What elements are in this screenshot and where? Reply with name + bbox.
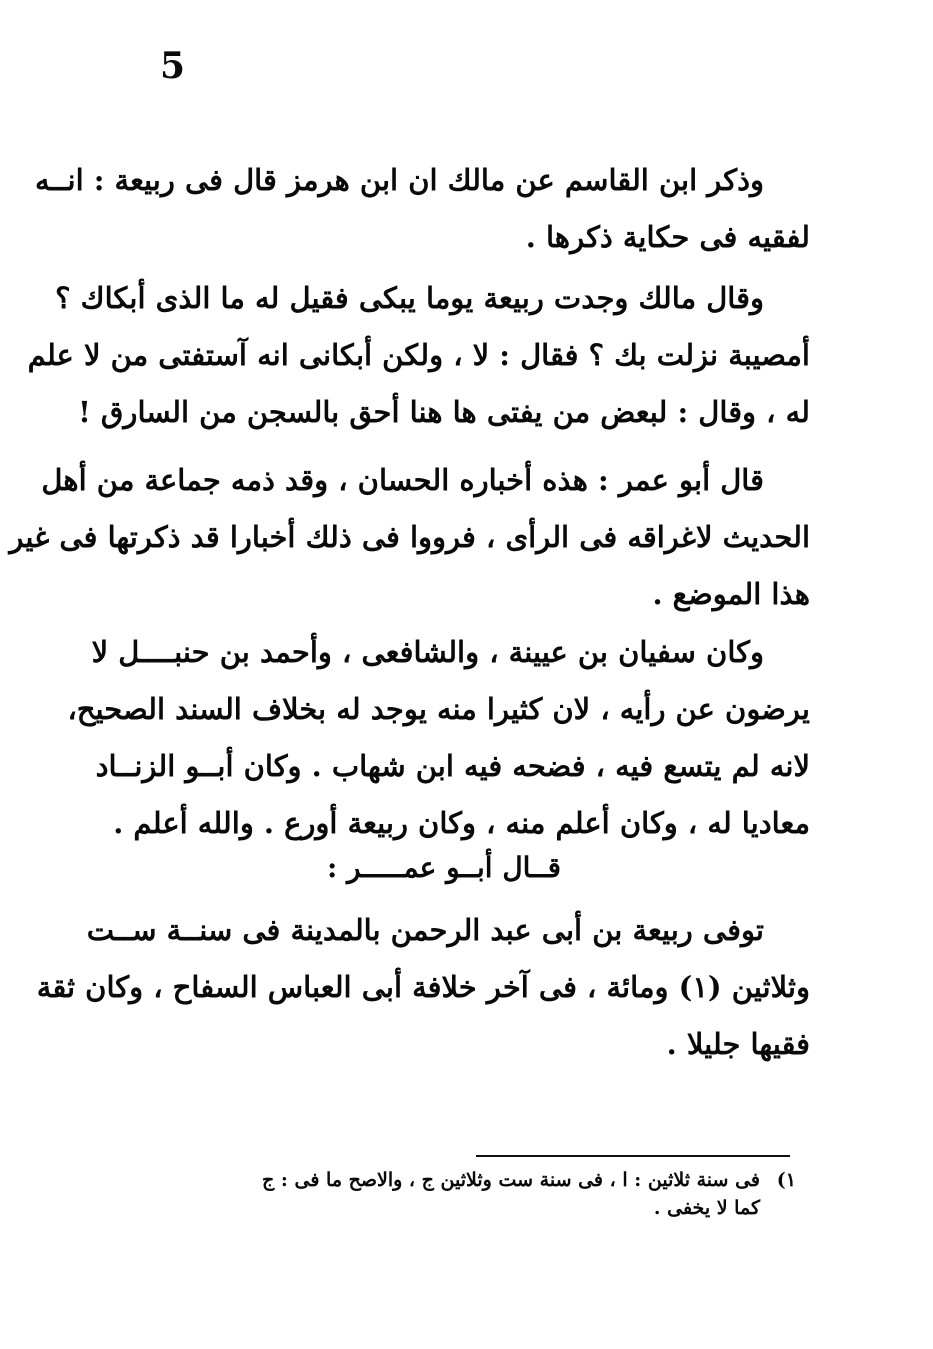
paragraph-2: [27, 270, 810, 441]
paragraph-line: وذكر ابن القاسم عن مالك ان ابن هرمز قال فى ربيعة : انــه: [34, 163, 764, 197]
paragraph-line: أمصيبة نزلت بك ؟ فقال : لا ، ولكن أبكانى انه آستفتى من لا علم: [27, 338, 810, 372]
paragraph-line: فقيها جليلا .: [666, 1027, 810, 1061]
paragraph-line: هذا الموضع .: [652, 577, 810, 611]
paragraph-1: [34, 152, 810, 266]
footnote-marker: ١): [776, 1169, 796, 1191]
closing-paragraph: [36, 902, 810, 1073]
paragraph-line: لانه لم يتسع فيه ، فضحه فيه ابن شهاب . وكان أبــو الزنــاد: [95, 749, 810, 783]
paragraph-line: معاديا له ، وكان أعلم منه ، وكان ربيعة أورع . والله أعلم .: [113, 806, 810, 840]
paragraph-line: وثلاثين (١) ومائة ، فى آخر خلافة أبى العباس السفاح ، وكان ثقة: [36, 970, 810, 1004]
footnote-line: [150, 1166, 796, 1194]
paragraph-line: وقال مالك وجدت ربيعة يوما يبكى فقيل له ما الذى أبكاك ؟: [55, 281, 764, 315]
paragraph-line: توفى ربيعة بن أبى عبد الرحمن بالمدينة فى سنــة ســت: [86, 913, 764, 947]
paragraph-line: الحديث لاغراقه فى الرأى ، فرووا فى ذلك أخبارا قد ذكرتها فى غير: [9, 520, 810, 554]
paragraph-line: يرضون عن رأيه ، لان كثيرا منه يوجد له بخلاف السند الصحيح،: [67, 692, 810, 726]
page-number: 5: [160, 45, 186, 87]
paragraph-line: قال أبو عمر : هذه أخباره الحسان ، وقد ذمه جماعة من أهل: [41, 463, 764, 497]
footnote-divider: [476, 1155, 790, 1157]
section-heading: قــال أبــو عمـــــر :: [326, 851, 561, 884]
footnote: [150, 1166, 796, 1222]
footnote-line: كما لا يخفى .: [653, 1197, 760, 1219]
paragraph-4: [67, 624, 810, 852]
paragraph-line: وكان سفيان بن عيينة ، والشافعى ، وأحمد بن حنبــــل لا: [91, 635, 764, 669]
footnote-text: فى سنة ثلاثين : ا ، فى سنة ست وثلاثين ج ، والاصح ما فى : ج: [262, 1169, 760, 1191]
paragraph-line: لفقيه فى حكاية ذكرها .: [525, 220, 810, 254]
paragraph-3: [9, 452, 810, 623]
paragraph-line: له ، وقال : لبعض من يفتى ها هنا أحق بالسجن من السارق !: [78, 395, 810, 429]
